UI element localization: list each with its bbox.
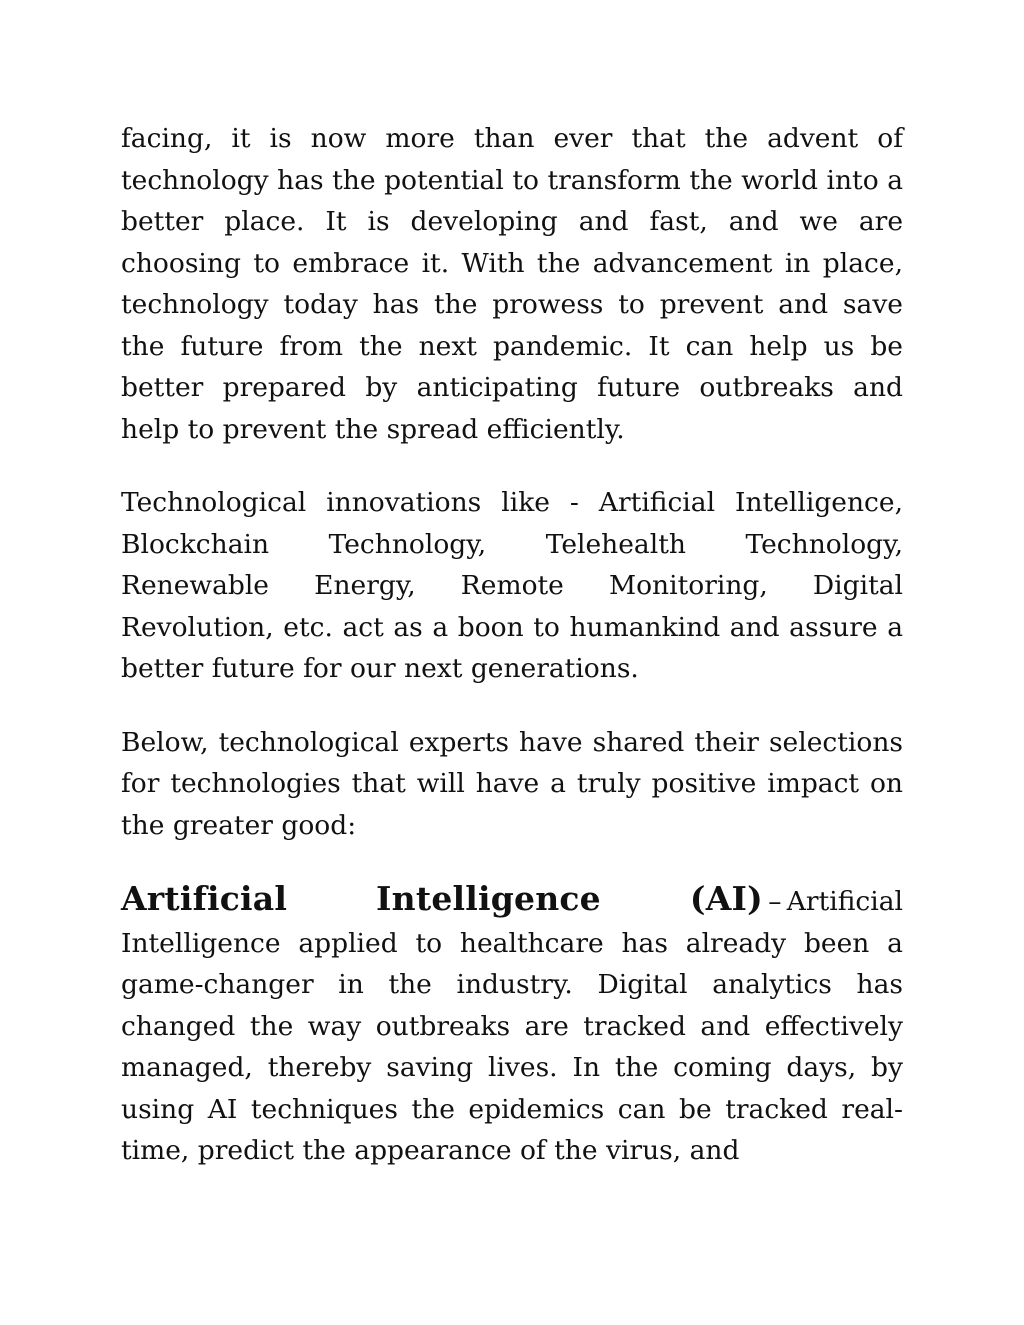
paragraph-intro: facing, it is now more than ever that the advent of technology has the potential to transform the world into a better place. It is developing and fast, and we are choosing to embrace it. With the advancement in place, technology today has the prowess to prevent and save the future from the next pandemic. It can help us be better prepared by anticipating future outbreaks and help to prevent the spread efficiently. xyxy=(121,123,903,445)
paragraph-experts: Below, technological experts have shared their selections for technologies that will have a truly positive impact on the greater good: xyxy=(121,726,903,841)
paragraph-innovations: Technological innovations like - Artificial Intelligence, Blockchain Technology, Telehealth Technology, Renewable Energy, Remote Monitoring, Digital Revolution, etc. act as a boon to humankind and assure a better future for our next generations. xyxy=(121,487,903,684)
paragraph-ai-section xyxy=(121,878,903,1172)
document-page xyxy=(121,118,903,1204)
ai-section-heading: Artificial Intelligence (AI) xyxy=(121,879,763,918)
ai-section-dash: – xyxy=(768,886,782,917)
ai-section-body: Artificial Intelligence applied to healthcare has already been a game-changer in the industry. Digital analytics has changed the way outbreaks are tracked and effectively managed, thereby saving lives. In the coming days, by using AI techniques the epidemics can be tracked real-time, predict the appearance of the virus, and xyxy=(121,886,903,1166)
